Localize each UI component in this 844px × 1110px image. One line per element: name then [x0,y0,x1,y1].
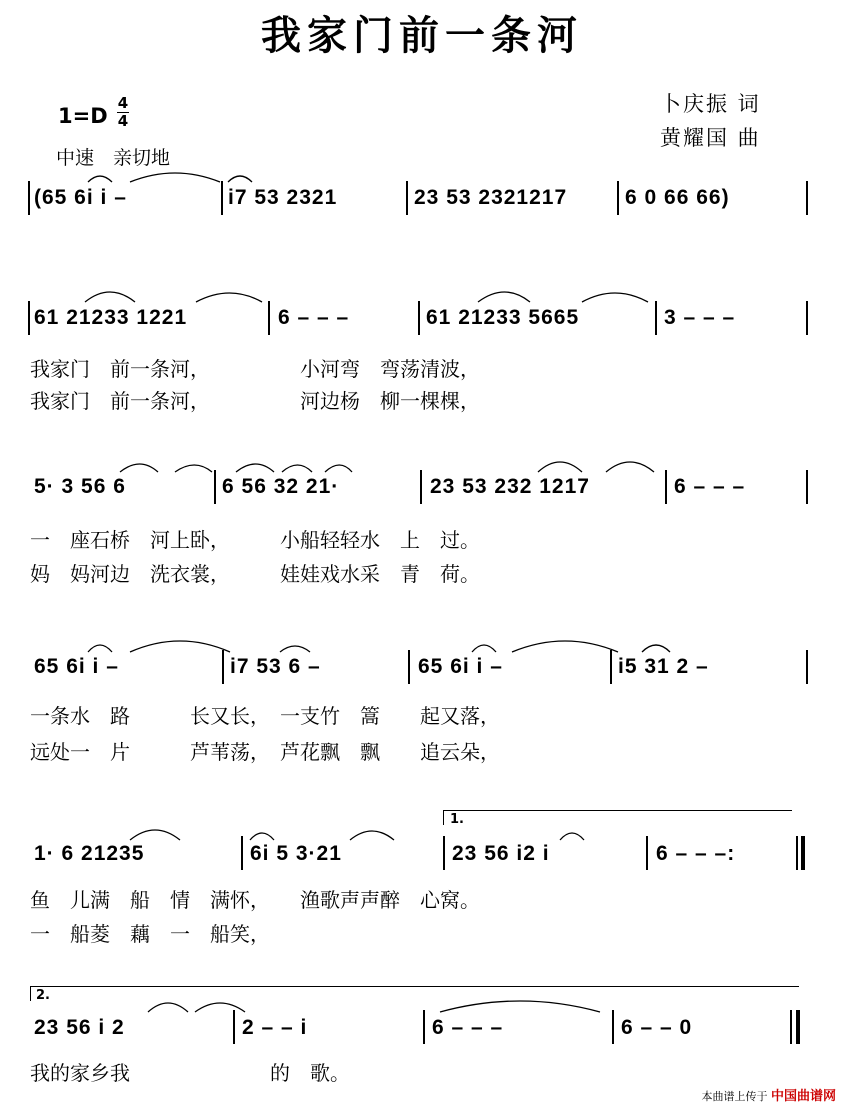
barline [214,470,216,504]
barline [806,181,808,215]
barline [241,836,243,870]
measure-notes: 6 – – – [432,1016,504,1039]
repeat-barline [796,836,798,870]
measure-notes: 3 – – – [664,306,736,329]
footer-credit [701,1085,836,1104]
measure-notes: 2 – – i [242,1016,308,1039]
barline [233,1010,235,1044]
barline [655,301,657,335]
measure-notes: 61 21233 5665 [426,306,580,329]
slur [472,645,496,652]
slur [280,646,310,652]
slur [606,462,654,472]
barline [443,836,445,870]
barline [646,836,648,870]
slur [88,645,112,652]
measure-notes: 65 6i i – [34,655,119,678]
slur [120,464,158,472]
slur [478,292,530,302]
slur [440,1001,600,1012]
slur [196,293,262,302]
slur [560,833,584,840]
measure-notes: 6 – – – [674,475,746,498]
lyrics-line: 一 船菱 藕 一 船笑， [30,922,270,946]
measure-notes: 65 6i i – [418,655,503,678]
measure-notes: 6 – – 0 [621,1016,693,1039]
footer-text: 本曲谱上传于 [701,1090,768,1103]
volta-number-2: 2. [36,988,50,1003]
lyrics-line: 一 座石桥 河上卧， 小船轻轻水 上 过。 [30,528,480,552]
measure-notes: i7 53 2321 [228,186,338,209]
measure-notes: 23 53 232 1217 [430,475,590,498]
slur [228,176,252,182]
measure-notes: 6 – – –: [656,842,736,865]
measure-notes: i7 53 6 – [230,655,321,678]
lyricist: 卜庆振 词 [660,92,761,116]
time-top: 4 [117,94,129,112]
measure-notes: 5· 3 56 6 [34,475,126,498]
lyrics-line: 远处一 片 芦苇荡， 芦花飘 飘 追云朵， [30,740,500,764]
slur [236,464,274,472]
measure-notes: 6i 5 3·21 [250,842,342,865]
measure-notes: 23 56 i 2 [34,1016,125,1039]
slur [250,833,274,840]
slur [512,641,618,652]
measure-notes: (65 6i i – [34,186,127,209]
slur [195,1003,245,1012]
final-barline [790,1010,792,1044]
footer-brand[interactable]: 中国曲谱网 [770,1089,836,1104]
barline [222,650,224,684]
slur [538,462,582,472]
time-signature [117,96,129,129]
measure-notes: 23 56 i2 i [452,842,550,865]
slur [85,292,135,302]
barline [612,1010,614,1044]
measure-notes: 23 53 2321217 [414,186,568,209]
composer: 黄耀国 曲 [660,126,761,150]
volta-bracket-2 [30,986,799,1001]
barline [806,301,808,335]
tempo-marking: 中速 亲切地 [56,147,171,169]
barline [806,650,808,684]
song-title: 我家门前一条河 [261,12,583,59]
barline [28,301,30,335]
slur [642,645,670,652]
barline [28,181,30,215]
final-barline-thick [796,1010,800,1044]
slur [325,465,352,472]
barline [420,470,422,504]
slur [282,465,312,472]
measure-notes: 6 0 66 66) [625,186,730,209]
barline [408,650,410,684]
slur [130,830,180,840]
volta-number-1: 1. [450,812,464,827]
barline [423,1010,425,1044]
measure-notes: i5 31 2 – [618,655,709,678]
barline [406,181,408,215]
measure-notes: 1· 6 21235 [34,842,145,865]
lyrics-line: 鱼 儿满 船 情 满怀， 渔歌声声醉 心窝。 [30,888,480,912]
barline [221,181,223,215]
slur [130,173,220,182]
slur [88,176,112,182]
measure-notes: 6 56 32 21· [222,475,340,498]
slur [350,831,394,840]
slur [148,1003,188,1012]
time-bottom: 4 [117,112,129,130]
measure-notes: 61 21233 1221 [34,306,188,329]
barline [268,301,270,335]
barline [610,650,612,684]
barline [617,181,619,215]
lyrics-line: 妈 妈河边 洗衣裳， 娃娃戏水采 青 荷。 [30,562,480,586]
repeat-barline-thick [801,836,805,870]
lyrics-line: 我家门 前一条河， 小河弯 弯荡清波， [30,357,480,381]
barline [665,470,667,504]
key-signature: 1=D [58,104,108,128]
slur [175,465,212,472]
volta-bracket-1 [443,810,792,825]
slur [130,641,230,652]
lyrics-line: 一条水 路 长又长， 一支竹 篙 起又落， [30,704,500,728]
barline [418,301,420,335]
lyrics-line: 我的家乡我 的 歌。 [30,1061,350,1085]
barline [806,470,808,504]
slur [582,293,648,302]
measure-notes: 6 – – – [278,306,350,329]
lyrics-line: 我家门 前一条河， 河边杨 柳一棵棵， [30,389,480,413]
